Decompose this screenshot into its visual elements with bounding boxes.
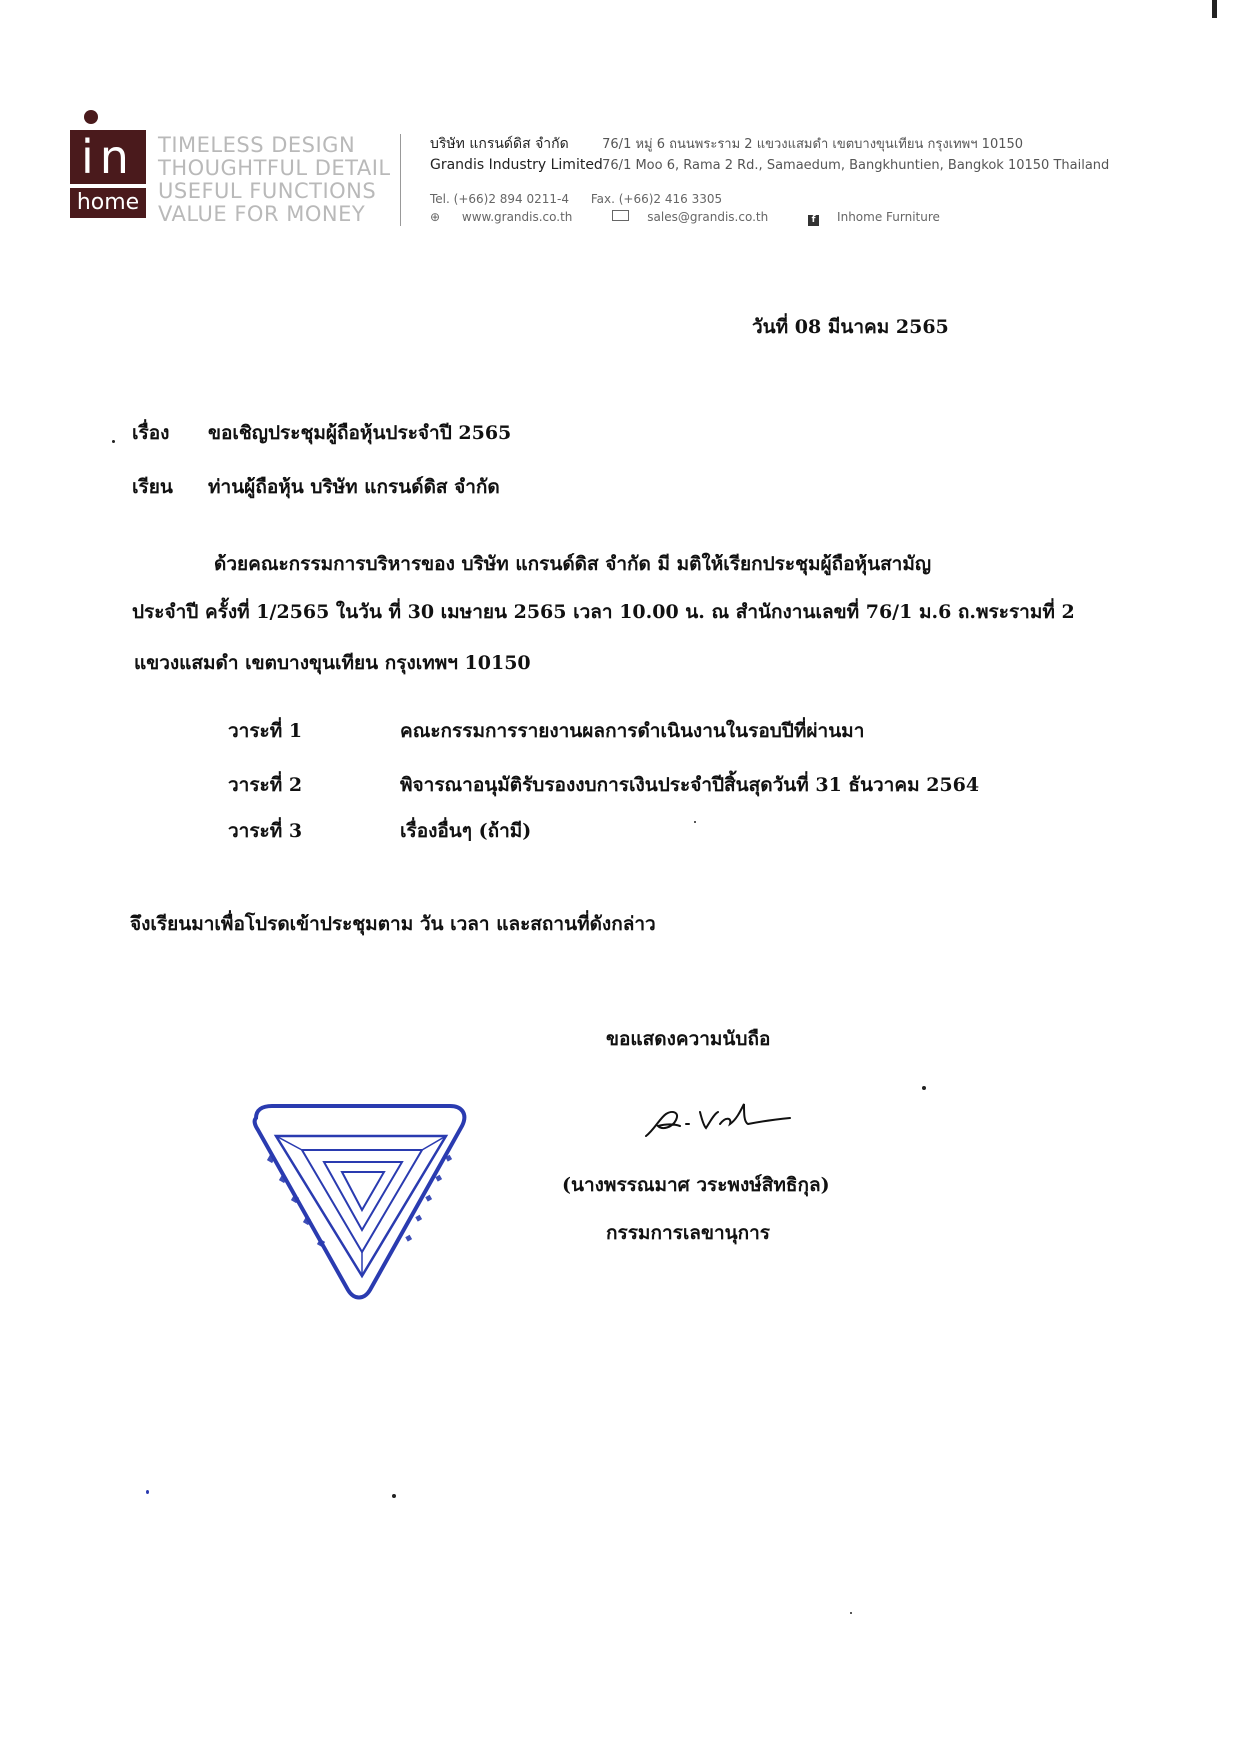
signer-name: (นางพรรณมาศ วระพงษ์สิทธิกุล) bbox=[562, 1174, 830, 1196]
handwritten-signature bbox=[640, 1090, 800, 1150]
agenda-label: วาระที่ 2 bbox=[228, 774, 303, 796]
agenda-text: คณะกรรมการรายงานผลการดำเนินงานในรอบปีที่ผ่านมา bbox=[400, 720, 865, 742]
logo-dot bbox=[84, 110, 98, 124]
closing-line: จึงเรียนมาเพื่อโปรดเข้าประชุมตาม วัน เวลา และสถานที่ดังกล่าว bbox=[130, 913, 656, 935]
subject-label: เรื่อง bbox=[132, 422, 170, 444]
slogan bbox=[158, 134, 391, 226]
address-en: 76/1 Moo 6, Rama 2 Rd., Samaedum, Bangkhuntien, Bangkok 10150 Thailand bbox=[602, 158, 1110, 173]
recipient-label: เรียน bbox=[132, 476, 173, 498]
body-line: ด้วยคณะกรรมการบริหารของ บริษัท แกรนด์ดิส จำกัด มี มติให้เรียกประชุมผู้ถือหุ้นสามัญ bbox=[214, 553, 932, 575]
address-th: 76/1 หมู่ 6 ถนนพระราม 2 แขวงแสมดำ เขตบางขุนเทียน กรุงเทพฯ 10150 bbox=[602, 137, 1024, 152]
signer-position: กรรมการเลขานุการ bbox=[606, 1222, 770, 1244]
scan-speck bbox=[392, 1494, 396, 1498]
scan-speck bbox=[1212, 0, 1217, 18]
letterhead-divider bbox=[400, 134, 401, 226]
scan-speck bbox=[850, 1612, 852, 1614]
fax-number: Fax. (+66)2 416 3305 bbox=[590, 192, 723, 206]
body-line: ประจำปี ครั้งที่ 1/2565 ในวัน ที่ 30 เมษายน 2565 เวลา 10.00 น. ณ สำนักงานเลขที่ 76/1 ม.6 ถ.พระรามที่ 2 bbox=[132, 601, 1075, 623]
recipient-text: ท่านผู้ถือหุ้น บริษัท แกรนด์ดิส จำกัด bbox=[208, 476, 500, 498]
subject-text: ขอเชิญประชุมผู้ถือหุ้นประจำปี 2565 bbox=[208, 422, 512, 444]
scan-speck bbox=[112, 440, 115, 443]
slogan-line: USEFUL FUNCTIONS bbox=[158, 179, 377, 203]
company-name-en: Grandis Industry Limited bbox=[430, 157, 603, 173]
agenda-label: วาระที่ 3 bbox=[228, 820, 303, 842]
email: sales@grandis.co.th bbox=[647, 210, 769, 224]
body-line: แขวงแสมดำ เขตบางขุนเทียน กรุงเทพฯ 10150 bbox=[134, 652, 531, 674]
company-stamp bbox=[246, 1096, 476, 1306]
scan-speck bbox=[694, 821, 696, 823]
agenda-text: เรื่องอื่นๆ (ถ้ามี) bbox=[400, 820, 532, 842]
globe-icon: ⊕ bbox=[430, 210, 444, 224]
slogan-line: THOUGHTFUL DETAIL bbox=[158, 156, 391, 180]
facebook-icon: f bbox=[808, 215, 819, 226]
logo-word: in bbox=[70, 130, 146, 184]
company-info bbox=[430, 134, 1109, 226]
company-name-th: บริษัท แกรนด์ดิส จำกัด bbox=[430, 136, 569, 152]
website: www.grandis.co.th bbox=[461, 210, 573, 224]
slogan-line: TIMELESS DESIGN bbox=[158, 133, 356, 157]
facebook-page: Inhome Furniture bbox=[837, 210, 940, 224]
logo-sub: home bbox=[70, 188, 146, 218]
letter-date: วันที่ 08 มีนาคม 2565 bbox=[752, 316, 949, 338]
agenda-text: พิจารณาอนุมัติรับรองงบการเงินประจำปีสิ้นสุดวันที่ 31 ธันวาคม 2564 bbox=[400, 774, 980, 796]
scan-speck bbox=[146, 1490, 149, 1494]
slogan-line: VALUE FOR MONEY bbox=[158, 202, 366, 226]
agenda-label: วาระที่ 1 bbox=[228, 720, 303, 742]
mail-icon bbox=[612, 210, 629, 221]
regards: ขอแสดงความนับถือ bbox=[606, 1028, 771, 1050]
phone-number: Tel. (+66)2 894 0211-4 bbox=[430, 192, 569, 206]
scan-speck bbox=[922, 1086, 926, 1090]
